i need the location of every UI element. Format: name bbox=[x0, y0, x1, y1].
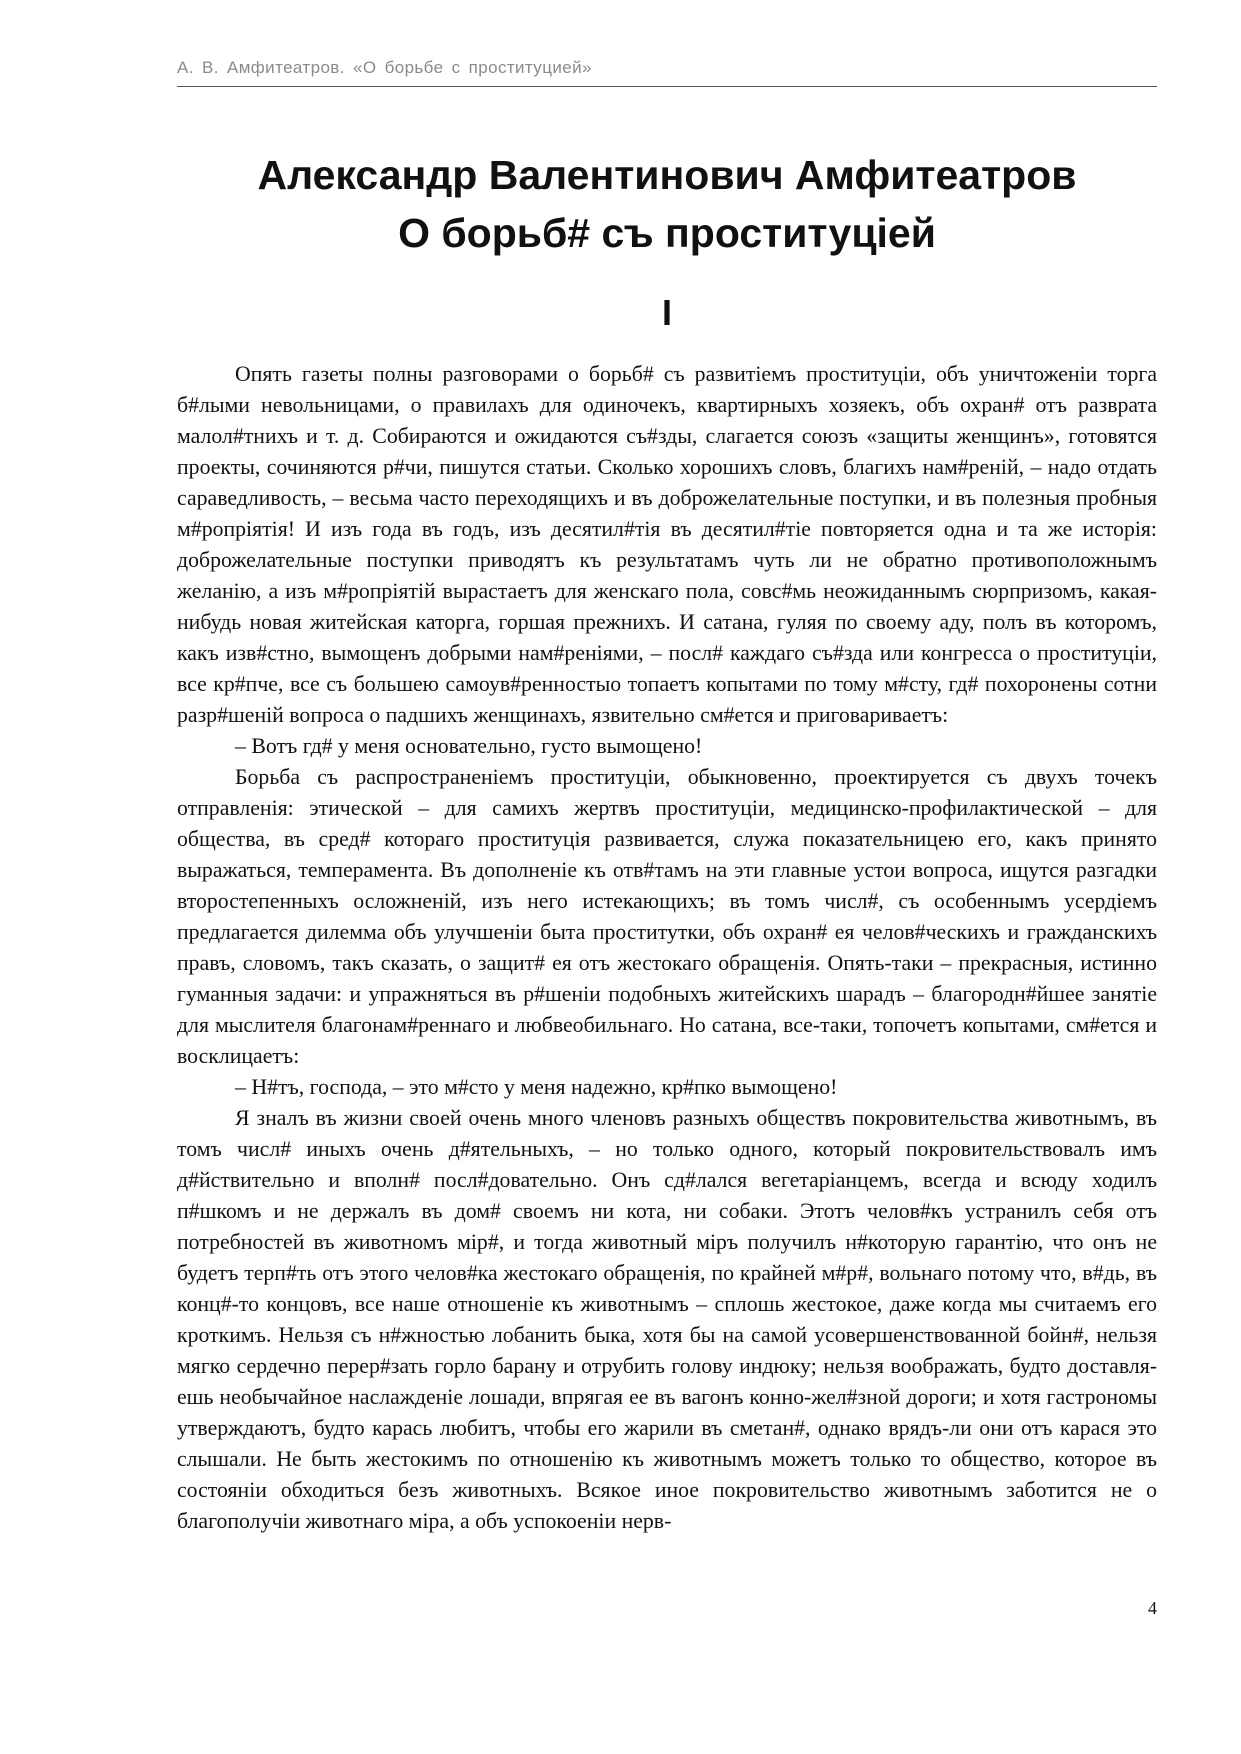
body-text bbox=[177, 359, 1157, 1537]
chapter-heading: I bbox=[661, 292, 672, 333]
paragraph: Борьба съ распространеніемъ проституціи, обыкновенно, проектируется съ двухъ точекъ отправленія: этической – для самихъ жертвъ проституціи, медицинско-профилактической – для общества, въ сред# котораго проституція развивается, служа показательницею его, какъ принято выражаться, темперамента. Въ дополненіе къ отв#тамъ на эти главные устои вопроса, ищутся разгадки второстепенныхъ осложненій, изъ него истекающихъ; въ томъ числ#, съ особеннымъ усердіемъ предлагается дилемма объ улучшеніи быта проститутки, объ охран# ея челов#ческихъ и гражданскихъ правъ, словомъ, такъ сказать, о защит# ея отъ жестокаго обращенія. Опять-таки – прекрасныя, истинно гуманныя задачи: и упражняться въ р#шеніи подобныхъ житейскихъ шарадъ – благородн#йшее занятіе для мыслителя благонам#реннаго и любвеобильнаго. Но сатана, все-таки, топочетъ копытами, см#ется и восклицаетъ: bbox=[177, 765, 1157, 1068]
author-name: Александр Валентинович Амфитеатров bbox=[257, 152, 1077, 198]
paragraph: Я зналъ въ жизни своей очень много членовъ разныхъ обществъ покровительства животнымъ, въ томъ числ# иныхъ очень д#ятельныхъ, – но только одного, который покровительствовалъ имъ д#йствительно и вполн# посл#довательно. Онъ сд#лался вегетаріанцемъ, всегда и всюду ходилъ п#шкомъ и не держалъ въ дом# своемъ ни кота, ни собаки. Этотъ челов#къ устранилъ себя отъ потребностей въ животномъ мір#, и тогда животный міръ получилъ н#которую гарантію, что онъ не будетъ терп#ть отъ этого челов#ка жестокаго обращенія, по крайней м#р#, вольнаго потому что, в#дь, въ конц#-то концовъ, все наше отношеніе къ животнымъ – сплошь жестокое, даже когда мы считаемъ его кроткимъ. Нельзя съ н#жностью лобанить быка, хотя бы на самой усовершенствованной бойн#, нельзя мягко сердечно перер#зать горло барану и отрубить голову индюку; нельзя воображать, будто доставляешь необычайное наслажденіе лошади, впрягая ее въ вагонъ конно-жел#зной дороги; и хотя гастрономы утверждаютъ, будто карась любитъ, чтобы его жарили въ сметан#, однако врядъ-ли они отъ карася это слышали. Не быть жестокимъ по отношенію къ животнымъ можетъ только то общество, которое въ состояніи обходиться безъ животныхъ. Всякое иное покровительство животнымъ заботится не о благополучіи животнаго міра, а объ успокоеніи нерв- bbox=[177, 1106, 1157, 1533]
paragraph: – Вотъ гд# у меня основательно, густо вымощено! bbox=[235, 734, 703, 758]
work-title: О борьб# съ проституціей bbox=[398, 210, 936, 256]
header-rule bbox=[177, 86, 1157, 87]
page-number: 4 bbox=[1148, 1598, 1157, 1618]
running-header: А. В. Амфитеатров. «О борьбе с проституцией» bbox=[177, 58, 592, 77]
paragraph: Опять газеты полны разговорами о борьб# съ развитіемъ проституціи, объ уничтоженіи торга б#лыми невольницами, о правилахъ для одиночекъ, квартирныхъ хозяекъ, объ охран# отъ разврата малол#тнихъ и т. д. Собираются и ожидаются съ#зды, слагается союзъ «защиты женщинъ», готовятся проекты, сочиняются р#чи, пишутся статьи. Сколько хорошихъ словъ, благихъ нам#реній, – надо отдать сараведливость, – весьма часто переходящихъ и въ доброжелательные поступки, и въ полезныя пробныя м#ропріятія! И изъ года въ годъ, изъ десятил#тія въ десятил#тіе повторяется одна и та же исторія: доброжелательные поступки приводятъ къ результатамъ чуть ли не обратно противоположнымъ желанію, а изъ м#ропріятій вырастаетъ для женскаго пола, совс#мь неожиданнымъ сюрпризомъ, какая-нибудь новая житейская каторга, горшая прежнихъ. И сатана, гуляя по своему аду, полъ въ которомъ, какъ изв#стно, вымощенъ добрыми нам#реніями, – посл# каждаго съ#зда или конгресса о проституціи, все кр#пче, все съ большею самоув#ренностыо топаетъ копытами по тому м#сту, гд# похоронены сотни разр#шеній вопроса о падшихъ женщинахъ, язвительно см#ется и приговариваетъ: bbox=[177, 362, 1157, 727]
document-title bbox=[177, 146, 1157, 262]
paragraph: – Н#тъ, господа, – это м#сто у меня надежно, кр#пко вымощено! bbox=[235, 1075, 838, 1099]
